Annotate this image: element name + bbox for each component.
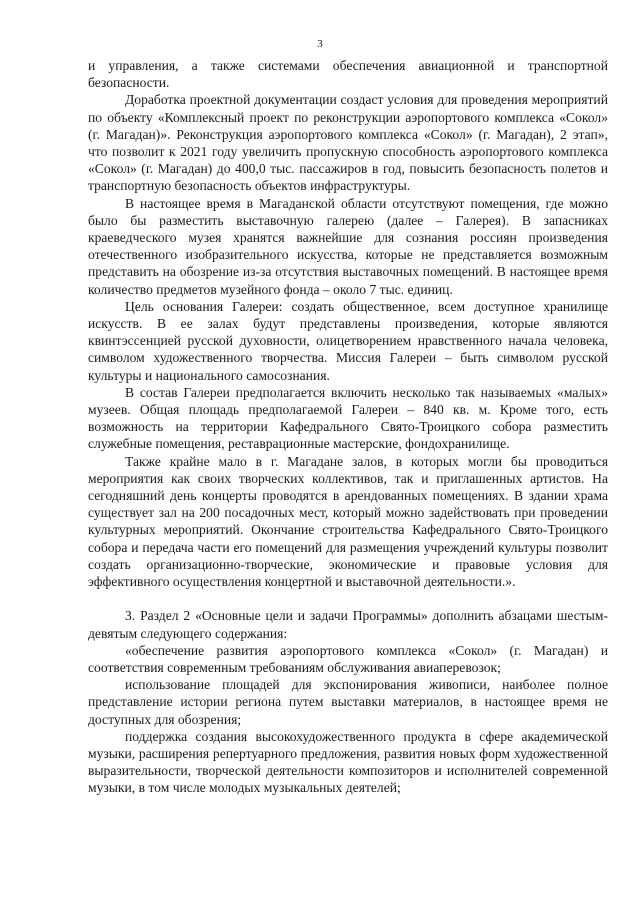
paragraph: В настоящее время в Магаданской области отсутствуют помещения, где можно было бы разместить выставочную галерею (далее – Галерея). В запасниках краеведческого музея хранятся важнейшие для сознания россиян произведения отечественного изобразительного искусства, которые не представляется возможным представить на обозрение из-за отсутствия выставочных помещений. В настоящее время количество предметов музейного фонда – около 7 тыс. единиц.	[88, 195, 608, 297]
document-body	[88, 57, 608, 797]
paragraph: В состав Галереи предполагается включить несколько так называемых «малых» музеев. Общая площадь предполагаемой Галереи – 840 кв. м. Кроме того, есть возможность на территории Кафедрального Свято-Троицкого собора разместить служебные помещения, реставрационные мастерские, фондохранилище.	[88, 384, 608, 452]
paragraph: Цель основания Галереи: создать общественное, всем доступное хранилище искусств. В ее залах будут представлены произведения, которые являются квинтэссенцией русской духовности, олицетворением нравственного начала человека, символом художественного творчества. Миссия Галереи – быть символом русской культуры и национального самосознания.	[88, 298, 608, 383]
paragraph: «обеспечение развития аэропортового комплекса «Сокол» (г. Магадан) и соответствия современным требованиям обслуживания авиаперевозок;	[88, 642, 608, 675]
paragraph: поддержка создания высокохудожественного продукта в сфере академической музыки, расширения репертуарного предложения, развития новых форм художественной выразительности, творческой деятельности композиторов и исполнителей современной музыки, в том числе молодых музыкальных деятелей;	[88, 728, 608, 796]
paragraph: Доработка проектной документации создаст условия для проведения мероприятий по объекту «Комплексный проект по реконструкции аэропортового комплекса «Сокол» (г. Магадан)». Реконструкция аэропортового комплекса «Сокол» (г. Магадан), 2 этап», что позволит к 2021 году увеличить пропускную способность аэропортового комплекса «Сокол» (г. Магадан) до 400,0 тыс. пассажиров в год, повысить безопасность полетов и транспортную безопасность объектов инфраструктуры.	[88, 92, 608, 194]
paragraph: Также крайне мало в г. Магадане залов, в которых могли бы проводиться мероприятия как своих творческих коллективов, так и приглашенных артистов. На сегодняшний день концерты проводятся в арендованных помещениях. В здании храма существует зал на 200 посадочных мест, который можно задействовать при проведении культурных мероприятий. Окончание строительства Кафедрального Свято-Троицкого собора и передача части его помещений для размещения учреждений культуры позволит создать организационно-творческие, экономические и правовые условия для эффективного осуществления концертной и выставочной деятельности.».	[88, 453, 608, 590]
page-number: 3	[317, 38, 323, 50]
paragraph: и управления, а также системами обеспечения авиационной и транспортной безопасности.	[88, 58, 608, 91]
paragraph: использование площадей для экспонирования живописи, наиболее полное представление истории региона путем выставки материалов, в настоящее время не доступных для обозрения;	[88, 677, 608, 727]
paragraph: 3. Раздел 2 «Основные цели и задачи Программы» дополнить абзацами шестым-девятым следующего содержания:	[88, 608, 608, 641]
